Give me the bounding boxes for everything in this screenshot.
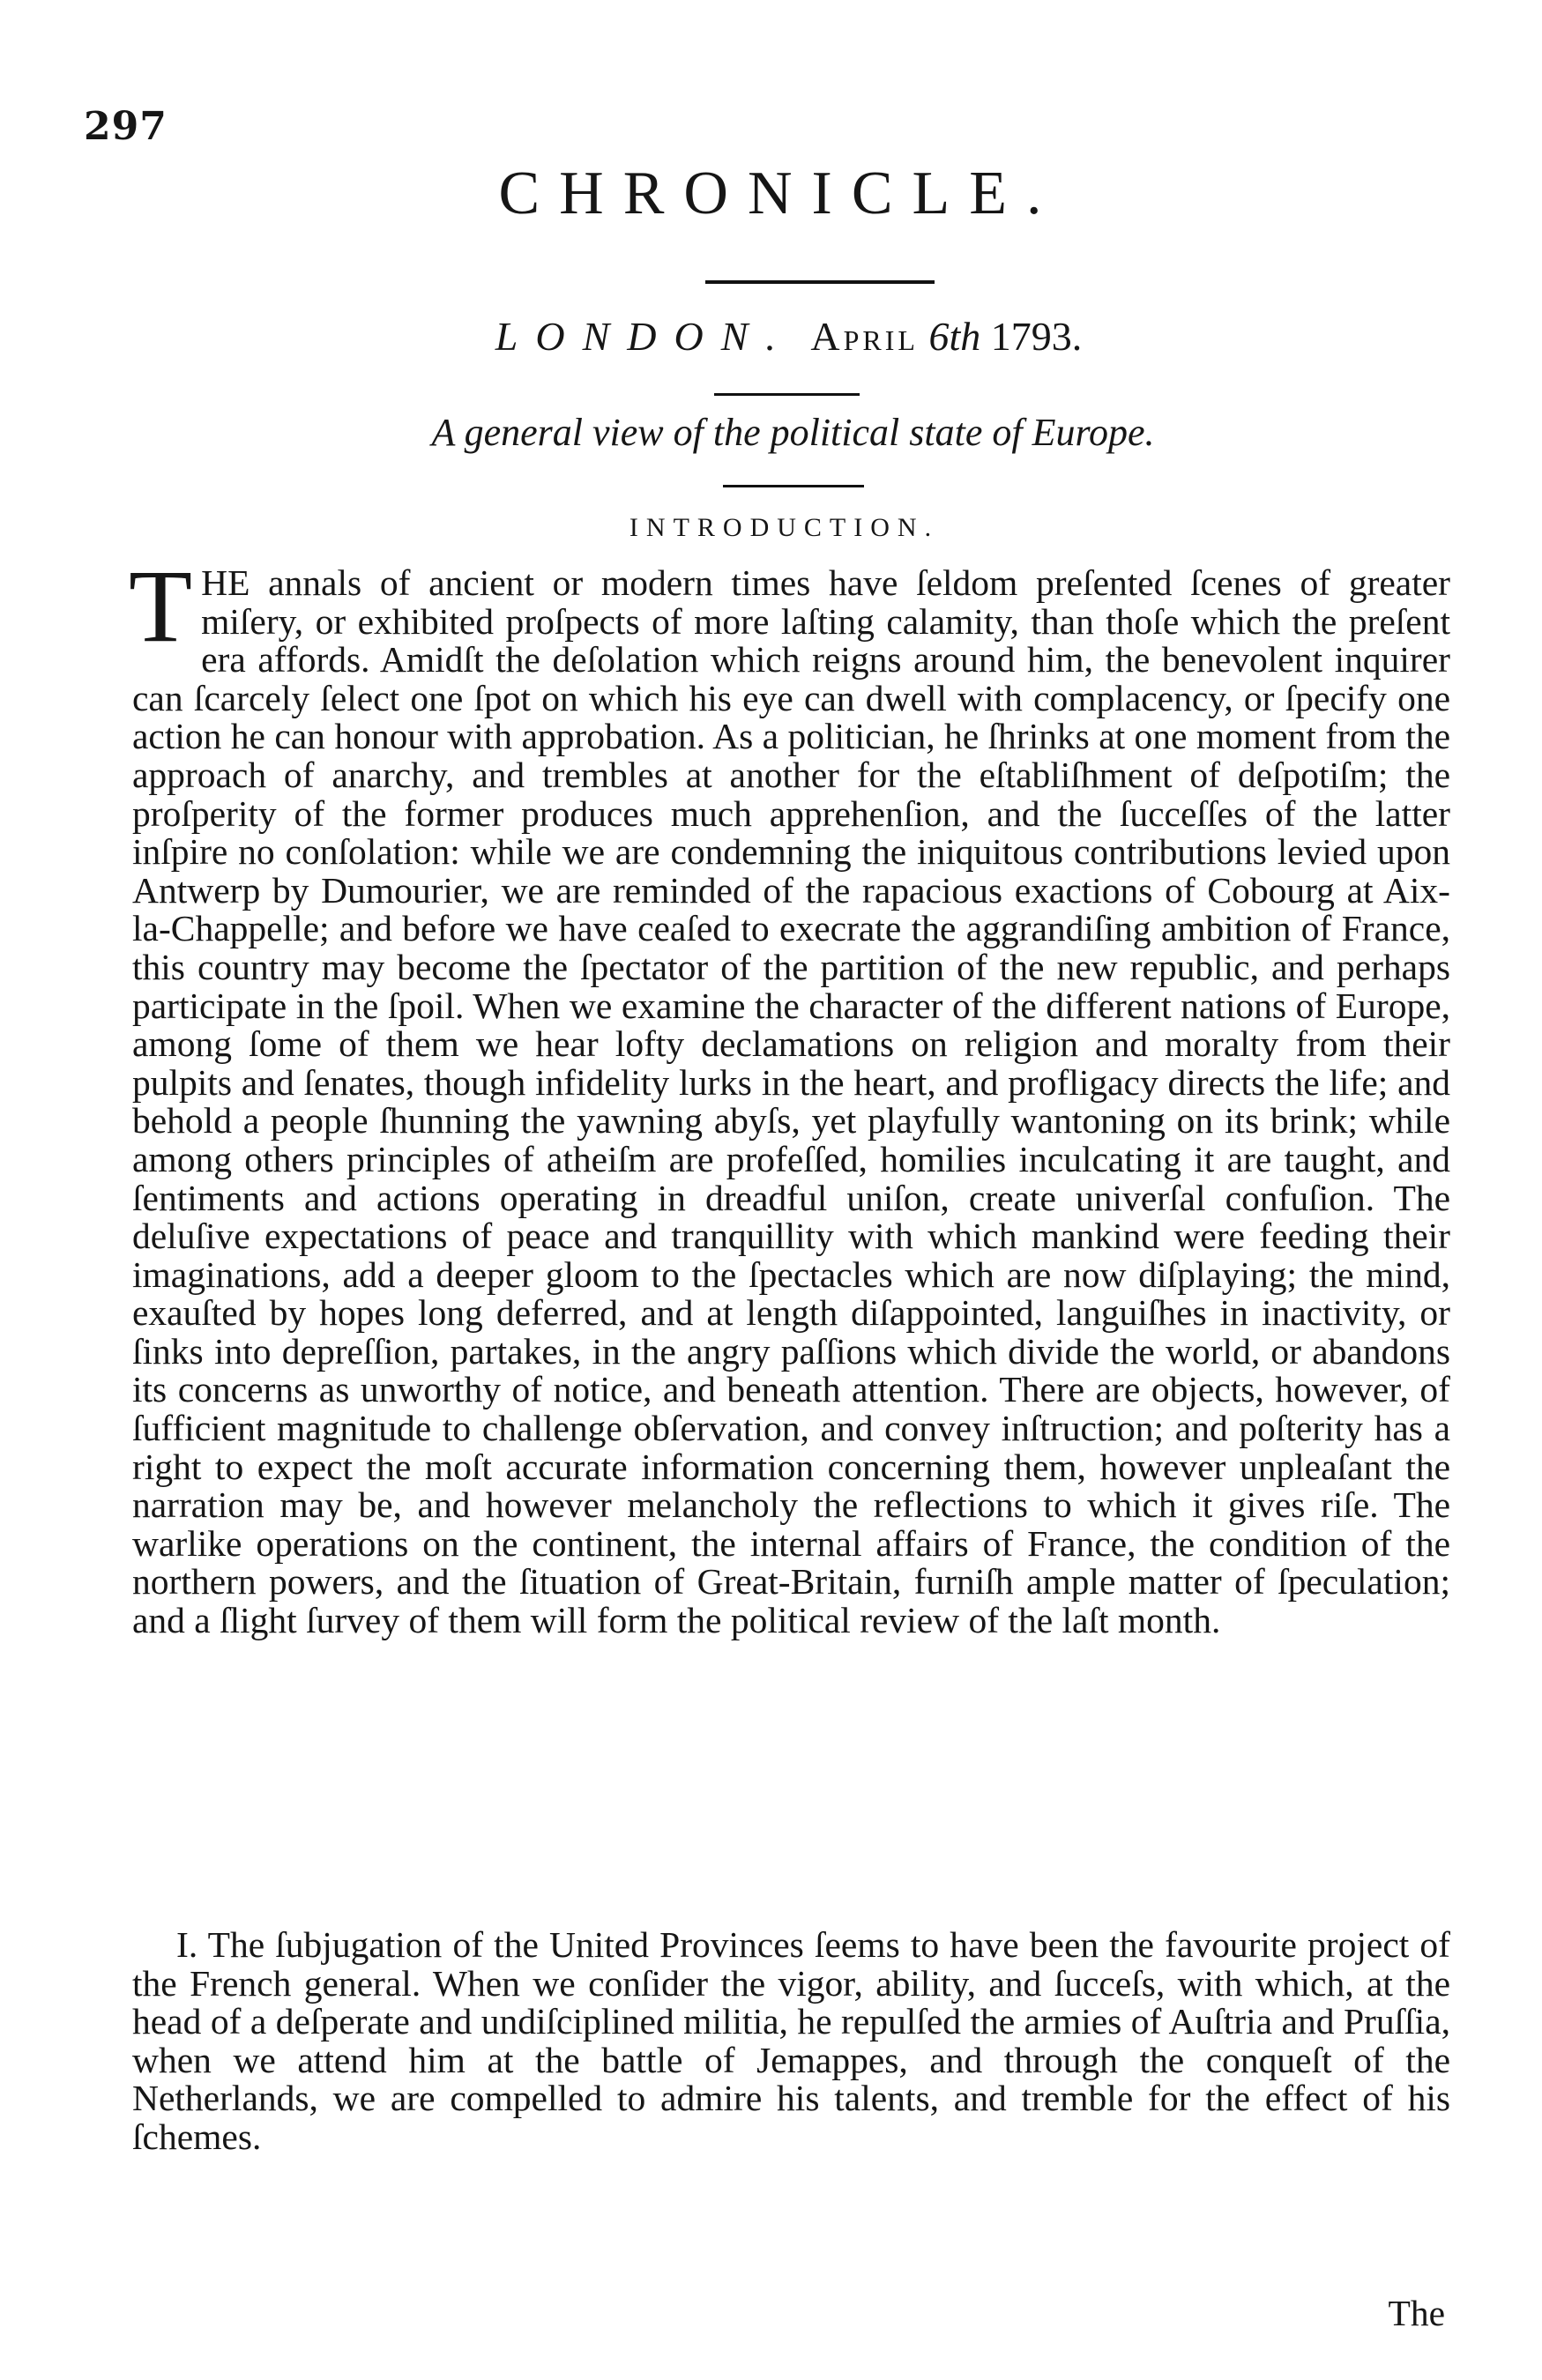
dateline — [0, 313, 1542, 360]
title-rule — [705, 280, 935, 284]
dateline-month: April — [810, 314, 919, 359]
subtitle-rule — [723, 485, 864, 487]
intro-paragraph — [129, 548, 1450, 1641]
running-title: CHRONICLE. — [498, 160, 1062, 227]
drop-cap: T — [129, 548, 193, 664]
dateline-year: 1793. — [990, 314, 1083, 359]
dateline-rule — [714, 393, 860, 396]
dateline-city: LONDON. — [495, 314, 793, 359]
page-number: 297 — [84, 104, 168, 149]
dateline-day: 6th — [928, 314, 981, 359]
section-1-paragraph: I. The ſubjugation of the United Provinces ſeems to have been the favourite project of the French general. When we conſider the vigor, ability, and ſucceſs, with which, at the head of a deſperate and undiſciplined militia, he repulſed the armies of Auſtria and Pruſſia, when we attend him at the battle of Jemappes, and through the conqueſt of the Netherlands, we are compelled to admire his talents, and tremble for the effect of his ſchemes. — [132, 1924, 1450, 2157]
section-heading: INTRODUCTION. — [629, 513, 940, 542]
intro-paragraph-text: HE annals of ancient or modern times have ſeldom preſented ſcenes of greater miſery, or exhibited proſpects of more laſting calamity, than thoſe which the preſent era affords. Amidſt the deſolation which reigns around him, the benevolent inquirer can ſcarcely ſelect one ſpot on which his eye can dwell with complacency, or ſpecify one action he can honour with approbation. As a politician, he ſhrinks at one moment from the approach of anarchy, and trembles at another for the eſtabliſhment of deſpotiſm; the proſperity of the former produces much apprehenſion, and the ſucceſſes of the latter inſpire no conſolation: while we are condemning the iniquitous contributions levied upon Antwerp by Dumourier, we are reminded of the rapacious exactions of Cobourg at Aix-la-Chappelle; and before we have ceaſed to execrate the aggrandiſing ambition of France, this country may become the ſpectator of the partition of the new republic, and perhaps participate in the ſpoil. When we examine the character of the different nations of Europe, among ſome of them we hear lofty declamations on religion and moralty from their pulpits and ſenates, though infidelity lurks in the heart, and profligacy directs the life; and behold a people ſhunning the yawning abyſs, yet playfully wantoning on its brink; while among others principles of atheiſm are profeſſed, homilies inculcating it are taught, and ſentiments and actions operating in dreadful uniſon, create univerſal confuſion. The deluſive expectations of peace and tranquillity with which mankind were feeding their imaginations, add a deeper gloom to the ſpectacles which are now diſplaying; the mind, exauſted by hopes long deferred, and at length diſappointed, languiſhes in inactivity, or ſinks into depreſſion, partakes, in the angry paſſions which divide the world, or abandons its concerns as unworthy of notice, and beneath attention. There are objects, however, of ſufficient magnitude to challenge obſervation, and convey inſtruction; and poſterity has a right to expect the moſt accurate information concerning them, however unpleaſant the narration may be, and however melancholy the reflections to which it gives riſe. The warlike operations on the continent, the internal affairs of France, the condition of the northern powers, and the ſituation of Great-Britain, furniſh ample matter of ſpeculation; and a ſlight ſurvey of them will form the political review of the laſt month. — [132, 562, 1450, 1641]
catchword: The — [1388, 2293, 1445, 2333]
article-subtitle: A general view of the political state of Europe. — [431, 411, 1155, 454]
